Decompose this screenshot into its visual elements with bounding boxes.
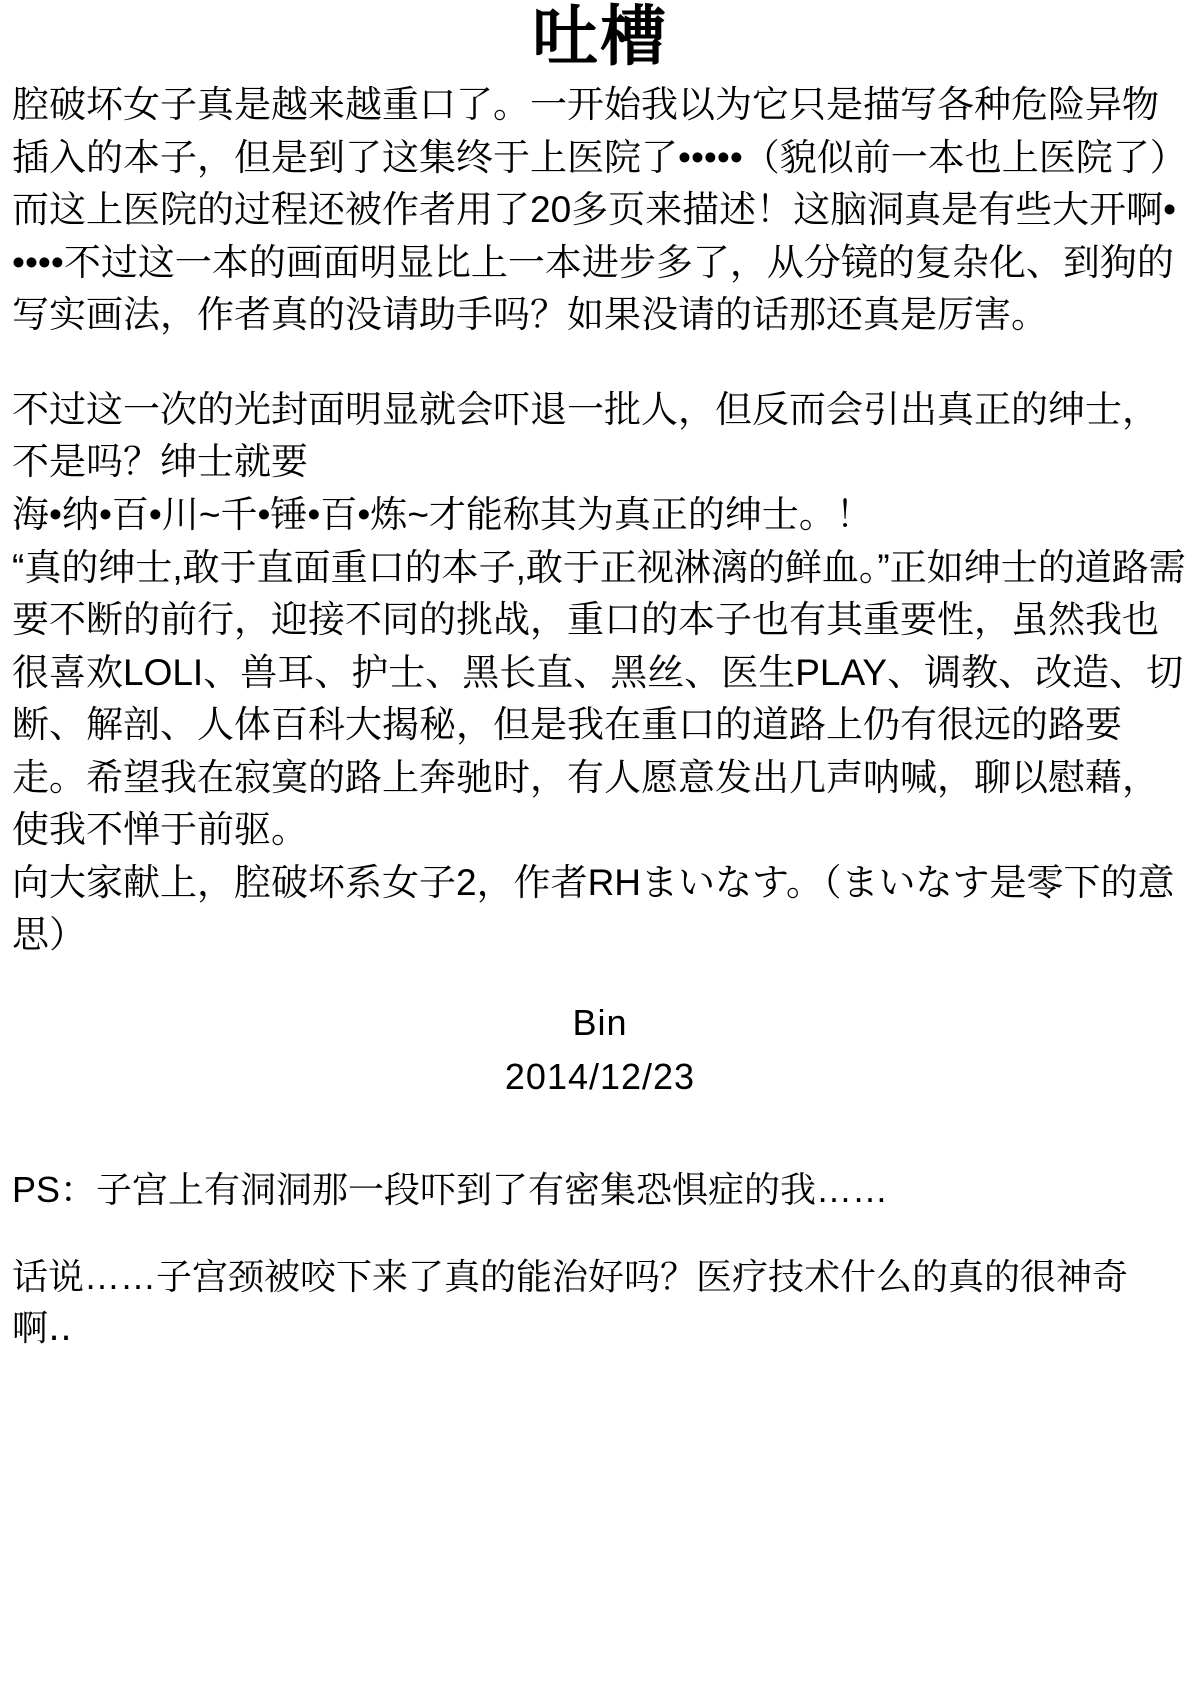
paragraph-gentleman-chant: 海•纳•百•川~千•锤•百•炼~才能称其为真正的绅士。！ — [12, 494, 873, 536]
signature-name: Bin — [572, 1001, 628, 1043]
paragraph-gentleman-quote: “真的绅士,敢于直面重口的本子,敢于正视淋漓的鲜血。”正如绅士的道路需要不断的前行，迎接不同的挑战，重口的本子也有其重要性，虽然我也很喜欢LOLI、兽耳、护士、黑长直、黑丝、医生PLAY、调教、改造、切断、解剖、人体百科大揭秘，但是我在重口的道路上仍有很远的路要走。希望我在寂寞的路上奔驰时，有人愿意发出几声呐喊，聊以慰藉，使我不惮于前驱。 — [12, 546, 1186, 851]
paragraph-spacer — [12, 342, 1188, 384]
paragraph-intro: 腔破坏女子真是越来越重口了。一开始我以为它只是描写各种危险异物插入的本子，但是到了这集终于上医院了•••••（貌似前一本也上医院了）而这上医院的过程还被作者用了20多页来描述！这脑洞真是有些大开啊•••••不过这一本的画面明显比上一本进步多了，从分镜的复杂化、到狗的写实画法，作者真的没请助手吗？如果没请的话那还真是厉害。 — [12, 84, 1187, 336]
postscript-block — [12, 1164, 1188, 1353]
page-title: 吐槽 — [532, 0, 668, 75]
document-page — [0, 2, 1200, 1699]
postscript-line-2: 话说……子宫颈被咬下来了真的能治好吗？医疗技术什么的真的很神奇啊‥ — [12, 1255, 1129, 1349]
paragraph-dedication: 向大家献上，腔破坏系女子2，作者RHまいなす。（まいなす是零下的意思） — [12, 861, 1175, 956]
signature-date: 2014/12/23 — [504, 1055, 696, 1097]
signature-block — [12, 996, 1188, 1104]
paragraph-cover-comment: 不过这一次的光封面明显就会吓退一批人，但反而会引出真正的绅士，不是吗？绅士就要 — [12, 388, 1159, 483]
postscript-line-1: PS：子宫上有洞洞那一段吓到了有密集恐惧症的我…… — [12, 1168, 889, 1210]
